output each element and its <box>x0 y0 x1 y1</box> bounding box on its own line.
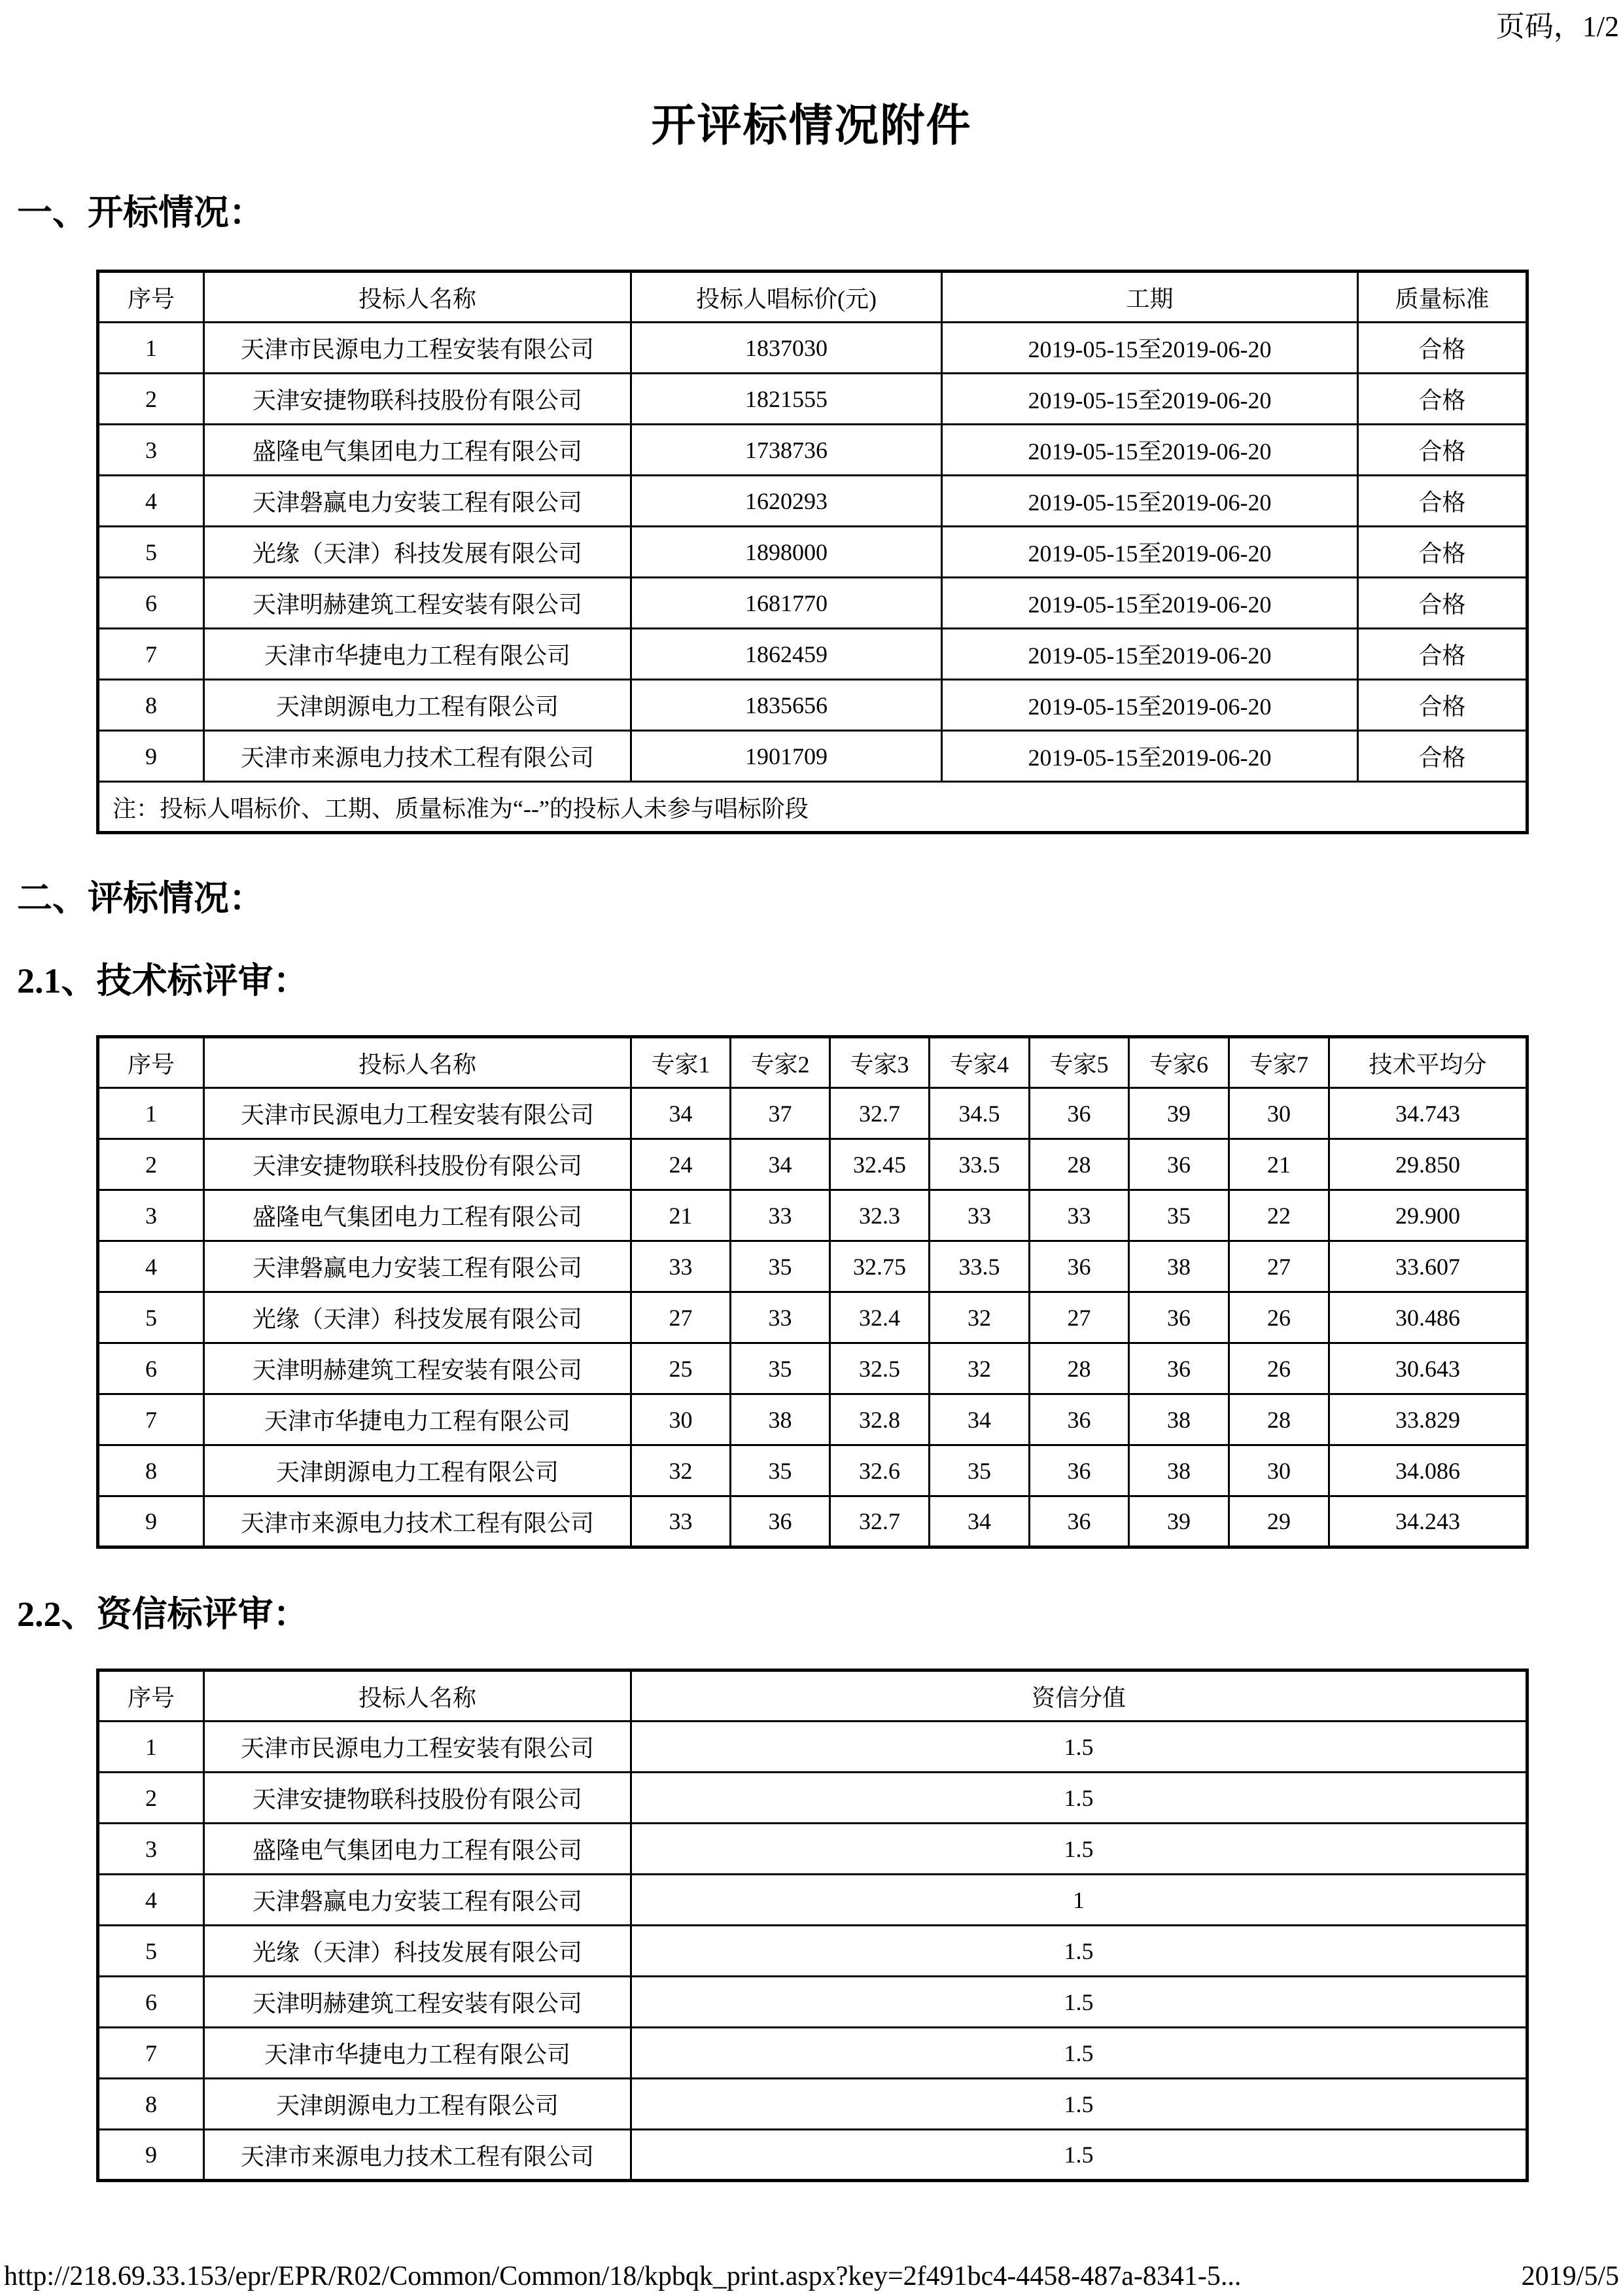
table-cell: 2019-05-15至2019-06-20 <box>942 680 1358 731</box>
table-cell: 合格 <box>1358 578 1527 629</box>
table-row <box>98 1292 1527 1343</box>
table-cell: 1 <box>631 1875 1527 1926</box>
header-index: 序号 <box>98 272 204 323</box>
table-cell: 2 <box>98 1773 204 1824</box>
table-cell: 1862459 <box>631 629 942 680</box>
table-cell: 9 <box>98 731 204 782</box>
table-cell: 光缘（天津）科技发展有限公司 <box>204 1926 631 1977</box>
table-cell: 1.5 <box>631 1926 1527 1977</box>
table-cell: 光缘（天津）科技发展有限公司 <box>204 527 631 578</box>
header-bidder-name: 投标人名称 <box>204 1670 631 1722</box>
table-cell: 8 <box>98 1445 204 1496</box>
table-cell: 合格 <box>1358 680 1527 731</box>
table-cell: 3 <box>98 425 204 476</box>
table-cell: 27 <box>1229 1241 1329 1292</box>
header-credit-score: 资信分值 <box>631 1670 1527 1722</box>
table-cell: 36 <box>1129 1292 1229 1343</box>
table-cell: 33 <box>731 1292 830 1343</box>
table-cell: 5 <box>98 1292 204 1343</box>
table-cell: 1821555 <box>631 374 942 425</box>
header-bidder-name: 投标人名称 <box>204 272 631 323</box>
header-tech-average: 技术平均分 <box>1329 1037 1527 1088</box>
table-cell: 33.5 <box>930 1139 1030 1190</box>
table-row <box>98 1824 1527 1875</box>
table-cell: 39 <box>1129 1496 1229 1547</box>
table-cell: 36 <box>1129 1139 1229 1190</box>
table-cell: 6 <box>98 1977 204 2028</box>
table-row <box>98 1445 1527 1496</box>
table-cell: 38 <box>731 1394 830 1445</box>
table-cell: 32.8 <box>830 1394 930 1445</box>
table-cell: 2 <box>98 374 204 425</box>
table-cell: 7 <box>98 2028 204 2079</box>
table-cell: 8 <box>98 2079 204 2130</box>
table-cell: 30 <box>631 1394 731 1445</box>
table-cell: 29 <box>1229 1496 1329 1547</box>
table-cell: 2019-05-15至2019-06-20 <box>942 476 1358 527</box>
table-cell: 30.643 <box>1329 1343 1527 1394</box>
table-cell: 25 <box>631 1343 731 1394</box>
table-cell: 33 <box>631 1496 731 1547</box>
table-cell: 39 <box>1129 1088 1229 1139</box>
table-cell: 38 <box>1129 1241 1229 1292</box>
table-cell: 天津市来源电力技术工程有限公司 <box>204 1496 631 1547</box>
table-row <box>98 2079 1527 2130</box>
table-cell: 5 <box>98 527 204 578</box>
table-cell: 1898000 <box>631 527 942 578</box>
table-cell: 32.3 <box>830 1190 930 1241</box>
table-row <box>98 1241 1527 1292</box>
table-header-row <box>98 1037 1527 1088</box>
table-cell: 27 <box>631 1292 731 1343</box>
table-cell: 21 <box>1229 1139 1329 1190</box>
table-cell: 32 <box>631 1445 731 1496</box>
table-cell: 3 <box>98 1824 204 1875</box>
table-row <box>98 1977 1527 2028</box>
credit-table <box>96 1669 1529 2182</box>
table-cell: 1.5 <box>631 2130 1527 2181</box>
section-credit-heading: 2.2、资信标评审： <box>17 1595 309 1634</box>
header-quality: 质量标准 <box>1358 272 1527 323</box>
table-cell: 32 <box>930 1343 1030 1394</box>
table-cell: 26 <box>1229 1292 1329 1343</box>
table-cell: 天津市来源电力技术工程有限公司 <box>204 731 631 782</box>
opening-table <box>96 270 1529 834</box>
table-cell: 1 <box>98 1722 204 1773</box>
table-cell: 32.7 <box>830 1088 930 1139</box>
table-row <box>98 629 1527 680</box>
table-cell: 33 <box>1030 1190 1129 1241</box>
table-cell: 6 <box>98 1343 204 1394</box>
header-index: 序号 <box>98 1037 204 1088</box>
table-cell: 33.607 <box>1329 1241 1527 1292</box>
header-expert-5: 专家5 <box>1030 1037 1129 1088</box>
table-cell: 1 <box>98 1088 204 1139</box>
table-cell: 合格 <box>1358 527 1527 578</box>
header-expert-6: 专家6 <box>1129 1037 1229 1088</box>
table-note-row <box>98 782 1527 833</box>
table-cell: 33.829 <box>1329 1394 1527 1445</box>
table-cell: 天津市华捷电力工程有限公司 <box>204 1394 631 1445</box>
table-cell: 32.6 <box>830 1445 930 1496</box>
footer-url: http://218.69.33.153/epr/EPR/R02/Common/Common/18/kpbqk_print.aspx?key=2f491bc4-4458-487a-8341-5... <box>4 2261 1242 2291</box>
table-cell: 21 <box>631 1190 731 1241</box>
header-expert-3: 专家3 <box>830 1037 930 1088</box>
table-cell: 4 <box>98 1241 204 1292</box>
table-cell: 2019-05-15至2019-06-20 <box>942 374 1358 425</box>
table-cell: 38 <box>1129 1394 1229 1445</box>
table-cell: 2019-05-15至2019-06-20 <box>942 323 1358 374</box>
table-cell: 1681770 <box>631 578 942 629</box>
footer-date: 2019/5/5 <box>1521 2261 1619 2291</box>
table-cell: 22 <box>1229 1190 1329 1241</box>
table-row <box>98 1394 1527 1445</box>
table-cell: 29.850 <box>1329 1139 1527 1190</box>
table-cell: 33.5 <box>930 1241 1030 1292</box>
table-row <box>98 731 1527 782</box>
table-cell: 1835656 <box>631 680 942 731</box>
table-cell: 1620293 <box>631 476 942 527</box>
table-cell: 36 <box>1030 1445 1129 1496</box>
table-cell: 1.5 <box>631 1773 1527 1824</box>
table-cell: 24 <box>631 1139 731 1190</box>
header-expert-1: 专家1 <box>631 1037 731 1088</box>
table-row <box>98 1722 1527 1773</box>
table-header-row <box>98 272 1527 323</box>
table-cell: 34.086 <box>1329 1445 1527 1496</box>
table-cell: 32.75 <box>830 1241 930 1292</box>
table-cell: 32 <box>930 1292 1030 1343</box>
table-cell: 6 <box>98 578 204 629</box>
table-cell: 33 <box>930 1190 1030 1241</box>
table-cell: 32.45 <box>830 1139 930 1190</box>
table-cell: 28 <box>1030 1343 1129 1394</box>
table-cell: 天津市民源电力工程安装有限公司 <box>204 1088 631 1139</box>
table-cell: 34.743 <box>1329 1088 1527 1139</box>
table-cell: 2019-05-15至2019-06-20 <box>942 527 1358 578</box>
header-index: 序号 <box>98 1670 204 1722</box>
header-bid-price: 投标人唱标价(元) <box>631 272 942 323</box>
header-bidder-name: 投标人名称 <box>204 1037 631 1088</box>
table-row <box>98 578 1527 629</box>
table-row <box>98 680 1527 731</box>
table-cell: 35 <box>1129 1190 1229 1241</box>
table-cell: 1.5 <box>631 2028 1527 2079</box>
table-cell: 天津安捷物联科技股份有限公司 <box>204 1773 631 1824</box>
table-cell: 35 <box>930 1445 1030 1496</box>
table-cell: 光缘（天津）科技发展有限公司 <box>204 1292 631 1343</box>
table-cell: 2019-05-15至2019-06-20 <box>942 629 1358 680</box>
table-row <box>98 1875 1527 1926</box>
table-cell: 34 <box>930 1394 1030 1445</box>
table-cell: 3 <box>98 1190 204 1241</box>
table-row <box>98 476 1527 527</box>
table-cell: 35 <box>731 1445 830 1496</box>
table-cell: 天津市华捷电力工程有限公司 <box>204 2028 631 2079</box>
table-cell: 天津市华捷电力工程有限公司 <box>204 629 631 680</box>
table-cell: 盛隆电气集团电力工程有限公司 <box>204 425 631 476</box>
table-cell: 30 <box>1229 1088 1329 1139</box>
table-cell: 天津朗源电力工程有限公司 <box>204 680 631 731</box>
table-cell: 36 <box>731 1496 830 1547</box>
table-cell: 1837030 <box>631 323 942 374</box>
table-cell: 天津磐赢电力安装工程有限公司 <box>204 1875 631 1926</box>
table-row <box>98 527 1527 578</box>
table-cell: 天津市来源电力技术工程有限公司 <box>204 2130 631 2181</box>
table-cell: 34.243 <box>1329 1496 1527 1547</box>
table-cell: 1 <box>98 323 204 374</box>
table-row <box>98 374 1527 425</box>
table-cell: 36 <box>1030 1496 1129 1547</box>
table-cell: 32.7 <box>830 1496 930 1547</box>
table-cell: 1738736 <box>631 425 942 476</box>
table-cell: 37 <box>731 1088 830 1139</box>
table-cell: 8 <box>98 680 204 731</box>
table-cell: 1.5 <box>631 1824 1527 1875</box>
table-cell: 天津市民源电力工程安装有限公司 <box>204 1722 631 1773</box>
table-cell: 28 <box>1030 1139 1129 1190</box>
table-cell: 33 <box>731 1190 830 1241</box>
table-cell: 天津市民源电力工程安装有限公司 <box>204 323 631 374</box>
table-cell: 1.5 <box>631 1977 1527 2028</box>
table-cell: 天津明赫建筑工程安装有限公司 <box>204 1343 631 1394</box>
table-cell: 28 <box>1229 1394 1329 1445</box>
table-cell: 天津明赫建筑工程安装有限公司 <box>204 578 631 629</box>
table-cell: 天津朗源电力工程有限公司 <box>204 2079 631 2130</box>
table-row <box>98 1926 1527 1977</box>
header-duration: 工期 <box>942 272 1358 323</box>
table-cell: 合格 <box>1358 629 1527 680</box>
table-cell: 2 <box>98 1139 204 1190</box>
table-row <box>98 323 1527 374</box>
table-cell: 2019-05-15至2019-06-20 <box>942 425 1358 476</box>
table-row <box>98 2028 1527 2079</box>
table-row <box>98 1773 1527 1824</box>
table-cell: 9 <box>98 2130 204 2181</box>
table-cell: 34.5 <box>930 1088 1030 1139</box>
table-cell: 29.900 <box>1329 1190 1527 1241</box>
table-row <box>98 1088 1527 1139</box>
table-cell: 34 <box>930 1496 1030 1547</box>
table-cell: 34 <box>631 1088 731 1139</box>
table-header-row <box>98 1670 1527 1722</box>
table-cell: 4 <box>98 1875 204 1926</box>
document-title: 开评标情况附件 <box>651 101 972 150</box>
section-opening-heading: 一、开标情况： <box>17 193 264 232</box>
table-cell: 1.5 <box>631 2079 1527 2130</box>
table-cell: 合格 <box>1358 374 1527 425</box>
table-cell: 5 <box>98 1926 204 1977</box>
table-cell: 2019-05-15至2019-06-20 <box>942 578 1358 629</box>
header-expert-7: 专家7 <box>1229 1037 1329 1088</box>
table-cell: 33 <box>631 1241 731 1292</box>
table-row <box>98 2130 1527 2181</box>
table-cell: 2019-05-15至2019-06-20 <box>942 731 1358 782</box>
table-row <box>98 1496 1527 1547</box>
table-cell: 30 <box>1229 1445 1329 1496</box>
table-cell: 合格 <box>1358 323 1527 374</box>
table-cell: 盛隆电气集团电力工程有限公司 <box>204 1190 631 1241</box>
table-note: 注：投标人唱标价、工期、质量标准为“--”的投标人未参与唱标阶段 <box>98 782 1527 833</box>
table-cell: 合格 <box>1358 476 1527 527</box>
table-row <box>98 1139 1527 1190</box>
table-cell: 35 <box>731 1343 830 1394</box>
header-expert-2: 专家2 <box>731 1037 830 1088</box>
table-cell: 35 <box>731 1241 830 1292</box>
table-cell: 38 <box>1129 1445 1229 1496</box>
table-row <box>98 1190 1527 1241</box>
table-cell: 30.486 <box>1329 1292 1527 1343</box>
table-cell: 合格 <box>1358 731 1527 782</box>
table-cell: 7 <box>98 629 204 680</box>
table-cell: 36 <box>1030 1241 1129 1292</box>
table-cell: 天津磐赢电力安装工程有限公司 <box>204 476 631 527</box>
table-cell: 36 <box>1129 1343 1229 1394</box>
table-cell: 7 <box>98 1394 204 1445</box>
section-technical-heading: 2.1、技术标评审： <box>17 961 309 1000</box>
table-row <box>98 425 1527 476</box>
table-cell: 合格 <box>1358 425 1527 476</box>
table-cell: 4 <box>98 476 204 527</box>
table-cell: 26 <box>1229 1343 1329 1394</box>
table-cell: 1901709 <box>631 731 942 782</box>
table-cell: 1.5 <box>631 1722 1527 1773</box>
header-expert-4: 专家4 <box>930 1037 1030 1088</box>
table-cell: 32.4 <box>830 1292 930 1343</box>
table-cell: 盛隆电气集团电力工程有限公司 <box>204 1824 631 1875</box>
table-cell: 32.5 <box>830 1343 930 1394</box>
table-cell: 天津明赫建筑工程安装有限公司 <box>204 1977 631 2028</box>
section-evaluation-heading: 二、评标情况： <box>17 879 264 918</box>
table-cell: 9 <box>98 1496 204 1547</box>
table-cell: 27 <box>1030 1292 1129 1343</box>
table-cell: 36 <box>1030 1088 1129 1139</box>
table-cell: 天津安捷物联科技股份有限公司 <box>204 1139 631 1190</box>
technical-table <box>96 1035 1529 1549</box>
table-cell: 天津朗源电力工程有限公司 <box>204 1445 631 1496</box>
page-number: 页码，1/2 <box>1495 10 1619 43</box>
table-cell: 36 <box>1030 1394 1129 1445</box>
table-cell: 天津安捷物联科技股份有限公司 <box>204 374 631 425</box>
table-cell: 34 <box>731 1139 830 1190</box>
table-row <box>98 1343 1527 1394</box>
table-cell: 天津磐赢电力安装工程有限公司 <box>204 1241 631 1292</box>
